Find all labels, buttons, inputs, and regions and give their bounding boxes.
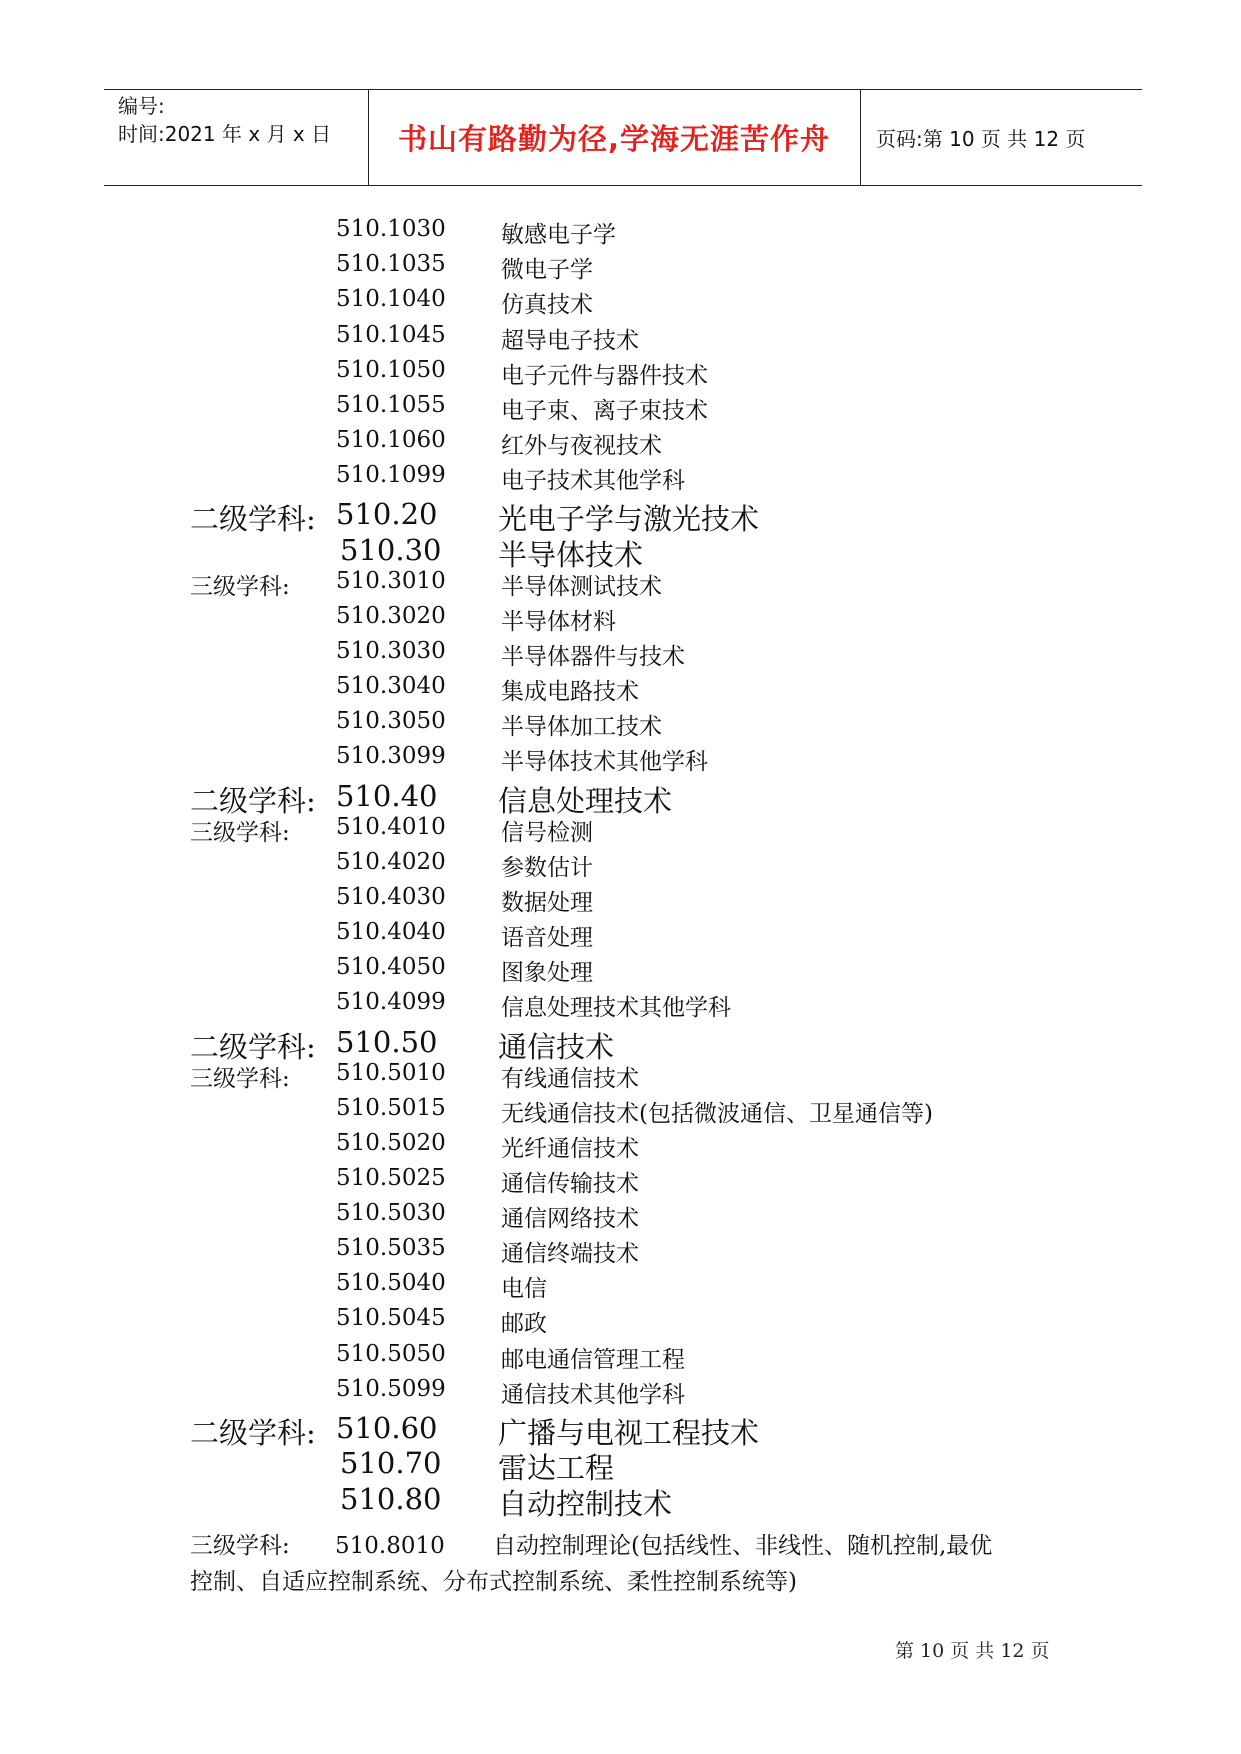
entry-name: 光电子学与激光技术 [498,502,760,536]
entry-row [0,743,1241,777]
header-page-number: 页码:第 10 页 共 12 页 [876,127,1086,151]
entry-row [0,392,1241,426]
entry-row [0,1165,1241,1199]
entry-name: 半导体材料 [501,609,616,635]
entry-row [0,216,1241,250]
time-label: 时间:2021 年 x 月 x 日 [118,122,332,146]
entry-row [0,884,1241,918]
entry-row [0,1270,1241,1304]
entry-name: 电子元件与器件技术 [501,363,708,389]
entry-code: 510.4099 [336,989,446,1015]
entry-name: 数据处理 [501,890,593,916]
entry-code: 510.5010 [336,1060,446,1086]
entry-code: 510.1040 [336,286,446,312]
entry-name: 半导体器件与技术 [501,644,685,670]
entry-code: 510.3099 [336,743,446,769]
entry-row [0,568,1241,602]
entry-name: 光纤通信技术 [501,1136,639,1162]
entry-code: 510.4020 [336,849,446,875]
entry-row [0,1060,1241,1094]
entry-name: 广播与电视工程技术 [498,1416,760,1450]
serial-label: 编号: [118,94,165,118]
entry-name: 通信终端技术 [501,1241,639,1267]
entry-name: 自动控制理论(包括线性、非线性、随机控制,最优 [493,1533,993,1559]
entry-name: 电信 [501,1276,547,1302]
entry-row [0,1200,1241,1234]
entry-code: 510.5045 [336,1305,446,1331]
entry-name: 半导体技术 [498,538,644,572]
entry-name: 参数估计 [501,855,593,881]
header-motto: 书山有路勤为径,学海无涯苦作舟 [397,122,831,156]
entry-code: 510.3010 [336,568,446,594]
entry-level: 三级学科: [190,1066,290,1092]
entry-code: 510.8010 [335,1533,445,1559]
entry-row [0,497,1241,536]
entry-code: 510.40 [336,779,438,813]
entry-name: 信号检测 [501,820,593,846]
entry-code: 510.60 [336,1411,438,1445]
entry-code: 510.1050 [336,357,446,383]
entry-name: 半导体加工技术 [501,714,662,740]
entry-level: 二级学科: [190,502,316,536]
entry-code: 510.5025 [336,1165,446,1191]
entry-name: 图象处理 [501,960,593,986]
entry-name: 仿真技术 [501,292,593,318]
page-footer: 第 10 页 共 12 页 [895,1640,1050,1662]
entry-code: 510.1030 [336,216,446,242]
entry-name: 红外与夜视技术 [501,433,662,459]
entry-name-continuation: 控制、自适应控制系统、分布式控制系统、柔性控制系统等) [190,1569,797,1595]
entry-name: 邮电通信管理工程 [501,1347,685,1373]
entry-name: 半导体技术其他学科 [501,749,708,775]
entry-level: 二级学科: [190,1030,316,1064]
entry-row [0,1095,1241,1129]
entry-code: 510.1055 [336,392,446,418]
entry-row [0,1025,1241,1064]
entry-code: 510.4040 [336,919,446,945]
entry-code: 510.5020 [336,1130,446,1156]
entry-row [0,1376,1241,1410]
entry-name: 雷达工程 [498,1451,615,1485]
entry-level: 二级学科: [190,784,316,818]
entry-code: 510.3020 [336,603,446,629]
entry-code: 510.5040 [336,1270,446,1296]
entry-name: 信息处理技术其他学科 [501,995,731,1021]
entry-paragraph [190,1528,1070,1595]
entry-name: 超导电子技术 [501,328,639,354]
entry-code: 510.4050 [336,954,446,980]
entry-row [0,251,1241,285]
entry-code: 510.5030 [336,1200,446,1226]
entry-name: 有线通信技术 [501,1066,639,1092]
entry-code: 510.3030 [336,638,446,664]
entry-row [0,954,1241,988]
entry-row [0,1411,1241,1450]
entry-name: 信息处理技术 [498,784,673,818]
entry-row [0,779,1241,818]
entry-row [0,1446,1241,1485]
entry-code: 510.5050 [336,1341,446,1367]
entry-code: 510.1099 [336,462,446,488]
entry-name: 微电子学 [501,257,593,283]
entry-code: 510.3050 [336,708,446,734]
entry-code: 510.1045 [336,322,446,348]
entry-code: 510.5035 [336,1235,446,1261]
entry-code: 510.1060 [336,427,446,453]
entry-row [0,1341,1241,1375]
entry-level: 三级学科: [190,1533,290,1559]
entry-row [0,533,1241,572]
entry-code: 510.20 [336,497,438,531]
entry-row [0,1305,1241,1339]
entry-name: 通信网络技术 [501,1206,639,1232]
entry-level: 二级学科: [190,1416,316,1450]
entry-name: 通信技术 [498,1030,615,1064]
entry-name: 通信传输技术 [501,1171,639,1197]
entry-row [0,814,1241,848]
entry-level: 三级学科: [190,820,290,846]
entry-row [0,673,1241,707]
entry-row [0,357,1241,391]
entry-code: 510.4030 [336,884,446,910]
entry-row [0,322,1241,356]
entry-code: 510.30 [340,533,442,567]
entry-row [0,1235,1241,1269]
entry-name: 语音处理 [501,925,593,951]
entry-name: 电子技术其他学科 [501,468,685,494]
entry-row [0,1482,1241,1521]
entry-name: 半导体测试技术 [501,574,662,600]
entry-name: 电子束、离子束技术 [501,398,708,424]
entry-code: 510.4010 [336,814,446,840]
entry-row [0,462,1241,496]
entry-level: 三级学科: [190,574,290,600]
entry-row [0,638,1241,672]
entry-name: 通信技术其他学科 [501,1382,685,1408]
entry-code: 510.3040 [336,673,446,699]
entry-row [0,849,1241,883]
entry-name: 无线通信技术(包括微波通信、卫星通信等) [501,1101,933,1127]
entry-row [0,708,1241,742]
entry-code: 510.5099 [336,1376,446,1402]
entry-name: 敏感电子学 [501,222,616,248]
entry-name: 集成电路技术 [501,679,639,705]
entry-code: 510.50 [336,1025,438,1059]
entry-row [0,286,1241,320]
entry-code: 510.1035 [336,251,446,277]
entry-row [0,919,1241,953]
entry-row [0,1130,1241,1164]
entry-row [0,989,1241,1023]
entry-name: 自动控制技术 [498,1487,673,1521]
entry-code: 510.70 [340,1446,442,1480]
entry-code: 510.5015 [336,1095,446,1121]
entry-row [0,427,1241,461]
entry-name: 邮政 [501,1311,547,1337]
entry-code: 510.80 [340,1482,442,1516]
entry-row [0,603,1241,637]
